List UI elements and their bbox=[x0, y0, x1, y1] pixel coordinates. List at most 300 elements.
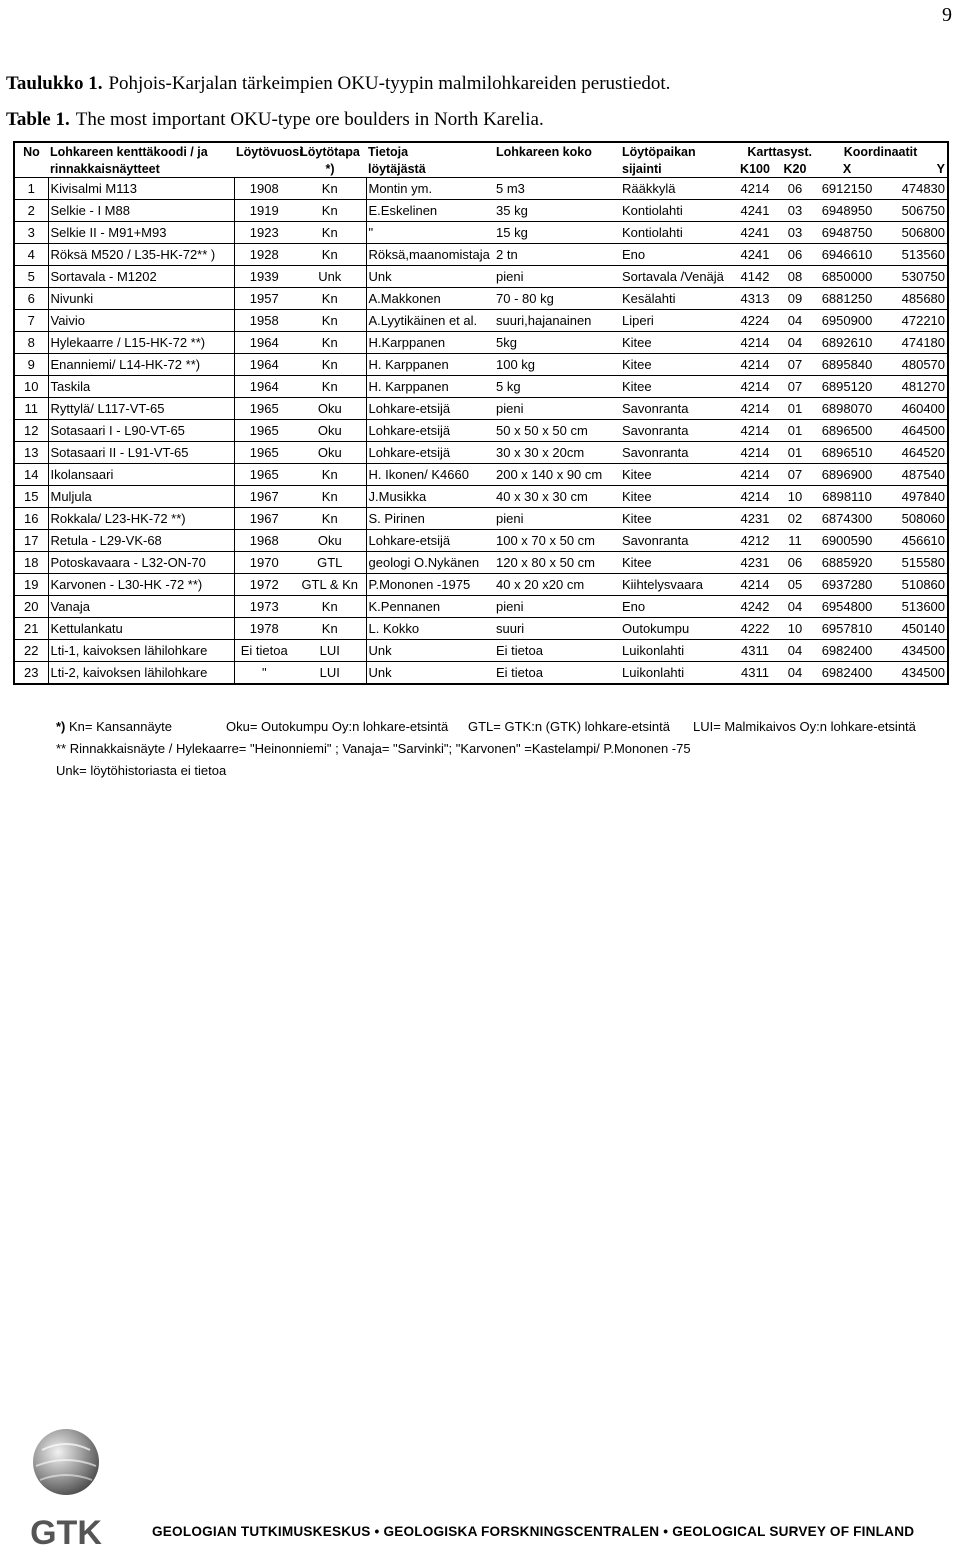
cell-no: 13 bbox=[14, 442, 48, 464]
header-x: X bbox=[814, 160, 880, 178]
cell-size: 50 x 50 x 50 cm bbox=[494, 420, 620, 442]
cell-no: 4 bbox=[14, 244, 48, 266]
cell-k100: 4241 bbox=[734, 200, 776, 222]
cell-location: Savonranta bbox=[620, 420, 734, 442]
cell-y: 472210 bbox=[880, 310, 948, 332]
cell-no: 16 bbox=[14, 508, 48, 530]
cell-y: 460400 bbox=[880, 398, 948, 420]
cell-k20: 01 bbox=[776, 398, 814, 420]
cell-finder: E.Eskelinen bbox=[366, 200, 494, 222]
cell-finder: Montin ym. bbox=[366, 178, 494, 200]
cell-location: Savonranta bbox=[620, 530, 734, 552]
cell-code: Muljula bbox=[48, 486, 234, 508]
cell-size: 5 m3 bbox=[494, 178, 620, 200]
cell-x: 6895840 bbox=[814, 354, 880, 376]
cell-finder: geologi O.Nykänen bbox=[366, 552, 494, 574]
cell-k100: 4214 bbox=[734, 178, 776, 200]
cell-no: 8 bbox=[14, 332, 48, 354]
cell-year: 1973 bbox=[234, 596, 294, 618]
cell-k100: 4212 bbox=[734, 530, 776, 552]
cell-y: 515580 bbox=[880, 552, 948, 574]
caption-english bbox=[6, 102, 670, 138]
header-code: Lohkareen kenttäkoodi / ja bbox=[50, 144, 208, 159]
cell-code: Sotasaari II - L91-VT-65 bbox=[48, 442, 234, 464]
cell-k20: 03 bbox=[776, 200, 814, 222]
cell-y: 497840 bbox=[880, 486, 948, 508]
cell-code: Retula - L29-VK-68 bbox=[48, 530, 234, 552]
cell-k20: 09 bbox=[776, 288, 814, 310]
table-row bbox=[14, 640, 948, 662]
cell-location: Savonranta bbox=[620, 398, 734, 420]
cell-type: Kn bbox=[294, 618, 366, 640]
cell-location: Kontiolahti bbox=[620, 222, 734, 244]
cell-code: Ryttylä/ L117-VT-65 bbox=[48, 398, 234, 420]
cell-no: 5 bbox=[14, 266, 48, 288]
cell-type: Kn bbox=[294, 596, 366, 618]
cell-year: 1965 bbox=[234, 442, 294, 464]
cell-size: 100 kg bbox=[494, 354, 620, 376]
cell-code: Nivunki bbox=[48, 288, 234, 310]
cell-y: 456610 bbox=[880, 530, 948, 552]
footnote-line-3: Unk= löytöhistoriasta ei tietoa bbox=[56, 763, 227, 778]
table-row bbox=[14, 266, 948, 288]
header-k20: K20 bbox=[776, 160, 814, 178]
cell-type: Kn bbox=[294, 486, 366, 508]
cell-size: pieni bbox=[494, 508, 620, 530]
cell-size: 35 kg bbox=[494, 200, 620, 222]
cell-location: Luikonlahti bbox=[620, 640, 734, 662]
caption-label: Taulukko 1. bbox=[6, 73, 103, 94]
gtk-logo bbox=[22, 1420, 112, 1550]
cell-y: 480570 bbox=[880, 354, 948, 376]
cell-y: 506750 bbox=[880, 200, 948, 222]
cell-no: 22 bbox=[14, 640, 48, 662]
cell-no: 15 bbox=[14, 486, 48, 508]
cell-size: Ei tietoa bbox=[494, 662, 620, 685]
boulder-table-container bbox=[13, 141, 947, 685]
cell-y: 513560 bbox=[880, 244, 948, 266]
header-no: No bbox=[23, 144, 40, 159]
header-coordinates: Koordinaatit bbox=[843, 144, 918, 159]
cell-code: Vaivio bbox=[48, 310, 234, 332]
cell-year: 1972 bbox=[234, 574, 294, 596]
footnote-lui: LUI= Malmikaivos Oy:n lohkare-etsintä bbox=[693, 719, 916, 734]
cell-y: 508060 bbox=[880, 508, 948, 530]
cell-finder: Lohkare-etsijä bbox=[366, 420, 494, 442]
cell-finder: P.Mononen -1975 bbox=[366, 574, 494, 596]
cell-k100: 4231 bbox=[734, 552, 776, 574]
header-type: Löytötapa bbox=[300, 144, 360, 159]
cell-k100: 4214 bbox=[734, 332, 776, 354]
cell-x: 6896510 bbox=[814, 442, 880, 464]
cell-k20: 01 bbox=[776, 442, 814, 464]
header-finder-sub: löytäjästä bbox=[366, 160, 494, 178]
cell-finder: Lohkare-etsijä bbox=[366, 398, 494, 420]
cell-size: 100 x 70 x 50 cm bbox=[494, 530, 620, 552]
cell-no: 2 bbox=[14, 200, 48, 222]
cell-k20: 07 bbox=[776, 464, 814, 486]
table-row bbox=[14, 332, 948, 354]
table-row bbox=[14, 354, 948, 376]
table-row bbox=[14, 464, 948, 486]
header-location: Löytöpaikan bbox=[622, 144, 696, 159]
cell-x: 6885920 bbox=[814, 552, 880, 574]
cell-k100: 4231 bbox=[734, 508, 776, 530]
footnote-mark: *) bbox=[56, 719, 66, 734]
globe-icon bbox=[33, 1429, 99, 1495]
cell-type: Kn bbox=[294, 310, 366, 332]
cell-x: 6950900 bbox=[814, 310, 880, 332]
cell-k20: 06 bbox=[776, 178, 814, 200]
cell-year: 1967 bbox=[234, 508, 294, 530]
cell-y: 474180 bbox=[880, 332, 948, 354]
table-row bbox=[14, 442, 948, 464]
cell-size: pieni bbox=[494, 266, 620, 288]
cell-y: 513600 bbox=[880, 596, 948, 618]
cell-y: 464500 bbox=[880, 420, 948, 442]
cell-finder: Unk bbox=[366, 266, 494, 288]
cell-finder: Lohkare-etsijä bbox=[366, 530, 494, 552]
cell-y: 487540 bbox=[880, 464, 948, 486]
cell-code: Kivisalmi M113 bbox=[48, 178, 234, 200]
cell-year: 1965 bbox=[234, 398, 294, 420]
caption-text: Pohjois-Karjalan tärkeimpien OKU-tyypin malmilohkareiden perustiedot. bbox=[108, 73, 671, 94]
cell-type: Kn bbox=[294, 222, 366, 244]
cell-code: Selkie II - M91+M93 bbox=[48, 222, 234, 244]
cell-year: 1957 bbox=[234, 288, 294, 310]
cell-type: LUI bbox=[294, 662, 366, 685]
cell-year: 1908 bbox=[234, 178, 294, 200]
table-row bbox=[14, 508, 948, 530]
header-finder: Tietoja bbox=[368, 144, 409, 159]
cell-code: Taskila bbox=[48, 376, 234, 398]
cell-finder: H.Karppanen bbox=[366, 332, 494, 354]
cell-finder: A.Makkonen bbox=[366, 288, 494, 310]
cell-k20: 05 bbox=[776, 574, 814, 596]
cell-y: 434500 bbox=[880, 640, 948, 662]
cell-x: 6881250 bbox=[814, 288, 880, 310]
cell-size: 15 kg bbox=[494, 222, 620, 244]
cell-location: Savonranta bbox=[620, 442, 734, 464]
cell-size: 120 x 80 x 50 cm bbox=[494, 552, 620, 574]
cell-k100: 4214 bbox=[734, 376, 776, 398]
cell-type: Kn bbox=[294, 288, 366, 310]
cell-year: 1958 bbox=[234, 310, 294, 332]
footnote-oku: Oku= Outokumpu Oy:n lohkare-etsintä bbox=[226, 719, 449, 734]
caption-text: The most important OKU-type ore boulders in North Karelia. bbox=[75, 109, 544, 130]
cell-type: Oku bbox=[294, 420, 366, 442]
cell-location: Kontiolahti bbox=[620, 200, 734, 222]
cell-code: Lti-2, kaivoksen lähilohkare bbox=[48, 662, 234, 685]
cell-x: 6895120 bbox=[814, 376, 880, 398]
cell-k20: 04 bbox=[776, 332, 814, 354]
cell-x: 6850000 bbox=[814, 266, 880, 288]
caption-finnish bbox=[6, 66, 670, 102]
cell-k20: 02 bbox=[776, 508, 814, 530]
cell-x: 6982400 bbox=[814, 640, 880, 662]
cell-year: 1919 bbox=[234, 200, 294, 222]
cell-year: 1965 bbox=[234, 464, 294, 486]
cell-k20: 11 bbox=[776, 530, 814, 552]
cell-code: Lti-1, kaivoksen lähilohkare bbox=[48, 640, 234, 662]
cell-x: 6896900 bbox=[814, 464, 880, 486]
header-location-sub: sijainti bbox=[620, 160, 734, 178]
cell-code: Ikolansaari bbox=[48, 464, 234, 486]
cell-type: Kn bbox=[294, 200, 366, 222]
table-row bbox=[14, 310, 948, 332]
cell-no: 20 bbox=[14, 596, 48, 618]
cell-k20: 04 bbox=[776, 640, 814, 662]
cell-year: 1967 bbox=[234, 486, 294, 508]
cell-finder: Röksä,maanomistaja bbox=[366, 244, 494, 266]
cell-year: 1970 bbox=[234, 552, 294, 574]
cell-x: 6898070 bbox=[814, 398, 880, 420]
cell-k100: 4214 bbox=[734, 464, 776, 486]
cell-k20: 04 bbox=[776, 310, 814, 332]
cell-y: 485680 bbox=[880, 288, 948, 310]
table-row bbox=[14, 222, 948, 244]
cell-k100: 4224 bbox=[734, 310, 776, 332]
cell-k100: 4214 bbox=[734, 420, 776, 442]
cell-k100: 4313 bbox=[734, 288, 776, 310]
cell-size: pieni bbox=[494, 596, 620, 618]
cell-location: Kesälahti bbox=[620, 288, 734, 310]
cell-size: 70 - 80 kg bbox=[494, 288, 620, 310]
logo-text: GTK bbox=[30, 1514, 102, 1550]
cell-code: Sortavala - M1202 bbox=[48, 266, 234, 288]
cell-no: 17 bbox=[14, 530, 48, 552]
cell-no: 3 bbox=[14, 222, 48, 244]
cell-type: Kn bbox=[294, 464, 366, 486]
footnotes bbox=[56, 716, 916, 782]
cell-k100: 4214 bbox=[734, 442, 776, 464]
cell-k20: 07 bbox=[776, 354, 814, 376]
cell-no: 10 bbox=[14, 376, 48, 398]
cell-k20: 04 bbox=[776, 596, 814, 618]
cell-year: 1964 bbox=[234, 376, 294, 398]
table-caption bbox=[6, 66, 670, 138]
cell-y: 481270 bbox=[880, 376, 948, 398]
cell-size: 40 x 20 x20 cm bbox=[494, 574, 620, 596]
cell-type: Oku bbox=[294, 398, 366, 420]
footnote-kn: Kn= Kansannäyte bbox=[69, 719, 173, 734]
cell-k100: 4214 bbox=[734, 398, 776, 420]
cell-location: Eno bbox=[620, 596, 734, 618]
cell-location: Sortavala /Venäjä bbox=[620, 266, 734, 288]
table-row bbox=[14, 618, 948, 640]
cell-finder: L. Kokko bbox=[366, 618, 494, 640]
header-code-sub: rinnakkaisnäytteet bbox=[48, 160, 234, 178]
cell-type: GTL bbox=[294, 552, 366, 574]
cell-finder: " bbox=[366, 222, 494, 244]
cell-location: Kitee bbox=[620, 508, 734, 530]
cell-size: 5kg bbox=[494, 332, 620, 354]
table-row bbox=[14, 420, 948, 442]
cell-finder: K.Pennanen bbox=[366, 596, 494, 618]
cell-type: Kn bbox=[294, 508, 366, 530]
footnote-line-2: ** Rinnakkaisnäyte / Hylekaarre= "Heinonniemi" ; Vanaja= "Sarvinki"; "Karvonen" =Kastelampi/ P.Mononen -75 bbox=[56, 741, 691, 756]
cell-location: Outokumpu bbox=[620, 618, 734, 640]
cell-code: Enanniemi/ L14-HK-72 **) bbox=[48, 354, 234, 376]
organization-line: GEOLOGIAN TUTKIMUSKESKUS • GEOLOGISKA FORSKNINGSCENTRALEN • GEOLOGICAL SURVEY OF FINLAND bbox=[152, 1524, 915, 1539]
cell-k100: 4214 bbox=[734, 486, 776, 508]
header-size: Lohkareen koko bbox=[496, 144, 592, 159]
cell-finder: A.Lyytikäinen et al. bbox=[366, 310, 494, 332]
cell-x: 6874300 bbox=[814, 508, 880, 530]
cell-y: 434500 bbox=[880, 662, 948, 685]
cell-k20: 08 bbox=[776, 266, 814, 288]
cell-year: 1964 bbox=[234, 354, 294, 376]
cell-k20: 06 bbox=[776, 552, 814, 574]
cell-code: Hylekaarre / L15-HK-72 **) bbox=[48, 332, 234, 354]
cell-year: 1928 bbox=[234, 244, 294, 266]
cell-year: 1964 bbox=[234, 332, 294, 354]
cell-x: 6948750 bbox=[814, 222, 880, 244]
cell-k100: 4241 bbox=[734, 222, 776, 244]
cell-x: 6900590 bbox=[814, 530, 880, 552]
cell-x: 6954800 bbox=[814, 596, 880, 618]
cell-k100: 4242 bbox=[734, 596, 776, 618]
footnote-gtl: GTL= GTK:n (GTK) lohkare-etsintä bbox=[468, 719, 670, 734]
cell-x: 6896500 bbox=[814, 420, 880, 442]
cell-size: Ei tietoa bbox=[494, 640, 620, 662]
cell-code: Vanaja bbox=[48, 596, 234, 618]
cell-x: 6937280 bbox=[814, 574, 880, 596]
cell-year: Ei tietoa bbox=[234, 640, 294, 662]
table-row bbox=[14, 530, 948, 552]
cell-type: Kn bbox=[294, 376, 366, 398]
cell-finder: S. Pirinen bbox=[366, 508, 494, 530]
cell-finder: Unk bbox=[366, 662, 494, 685]
table-row bbox=[14, 662, 948, 685]
cell-location: Kitee bbox=[620, 332, 734, 354]
cell-no: 7 bbox=[14, 310, 48, 332]
cell-finder: H. Karppanen bbox=[366, 376, 494, 398]
cell-year: 1939 bbox=[234, 266, 294, 288]
caption-label: Table 1. bbox=[6, 109, 70, 130]
cell-no: 21 bbox=[14, 618, 48, 640]
cell-k100: 4214 bbox=[734, 354, 776, 376]
cell-location: Kitee bbox=[620, 486, 734, 508]
cell-k20: 10 bbox=[776, 486, 814, 508]
header-map-system: Karttasyst. bbox=[747, 144, 812, 159]
cell-location: Kiihtelysvaara bbox=[620, 574, 734, 596]
page-number: 9 bbox=[942, 4, 952, 26]
cell-k100: 4142 bbox=[734, 266, 776, 288]
cell-location: Rääkkylä bbox=[620, 178, 734, 200]
cell-no: 19 bbox=[14, 574, 48, 596]
cell-type: Kn bbox=[294, 332, 366, 354]
cell-size: 5 kg bbox=[494, 376, 620, 398]
cell-code: Röksä M520 / L35-HK-72** ) bbox=[48, 244, 234, 266]
cell-k100: 4311 bbox=[734, 640, 776, 662]
cell-size: pieni bbox=[494, 398, 620, 420]
table-row bbox=[14, 178, 948, 200]
cell-k20: 01 bbox=[776, 420, 814, 442]
cell-x: 6898110 bbox=[814, 486, 880, 508]
cell-code: Potoskavaara - L32-ON-70 bbox=[48, 552, 234, 574]
cell-x: 6912150 bbox=[814, 178, 880, 200]
cell-type: Kn bbox=[294, 178, 366, 200]
cell-no: 12 bbox=[14, 420, 48, 442]
cell-no: 6 bbox=[14, 288, 48, 310]
cell-type: Oku bbox=[294, 442, 366, 464]
footnote-line-1 bbox=[56, 716, 916, 738]
header-k100: K100 bbox=[734, 160, 776, 178]
cell-type: GTL & Kn bbox=[294, 574, 366, 596]
cell-year: " bbox=[234, 662, 294, 685]
table-header bbox=[14, 142, 948, 178]
table-row bbox=[14, 398, 948, 420]
cell-type: Kn bbox=[294, 244, 366, 266]
cell-code: Sotasaari I - L90-VT-65 bbox=[48, 420, 234, 442]
table-body bbox=[14, 178, 948, 685]
cell-finder: H. Karppanen bbox=[366, 354, 494, 376]
cell-size: 200 x 140 x 90 cm bbox=[494, 464, 620, 486]
cell-y: 464520 bbox=[880, 442, 948, 464]
cell-type: Kn bbox=[294, 354, 366, 376]
cell-year: 1968 bbox=[234, 530, 294, 552]
cell-x: 6982400 bbox=[814, 662, 880, 685]
cell-x: 6946610 bbox=[814, 244, 880, 266]
boulder-table bbox=[13, 141, 949, 685]
cell-code: Rokkala/ L23-HK-72 **) bbox=[48, 508, 234, 530]
table-row bbox=[14, 244, 948, 266]
cell-code: Karvonen - L30-HK -72 **) bbox=[48, 574, 234, 596]
cell-location: Kitee bbox=[620, 464, 734, 486]
cell-year: 1978 bbox=[234, 618, 294, 640]
cell-location: Kitee bbox=[620, 376, 734, 398]
cell-k20: 10 bbox=[776, 618, 814, 640]
cell-no: 18 bbox=[14, 552, 48, 574]
cell-finder: H. Ikonen/ K4660 bbox=[366, 464, 494, 486]
cell-finder: J.Musikka bbox=[366, 486, 494, 508]
cell-year: 1965 bbox=[234, 420, 294, 442]
cell-y: 450140 bbox=[880, 618, 948, 640]
table-row bbox=[14, 574, 948, 596]
cell-y: 510860 bbox=[880, 574, 948, 596]
cell-type: Oku bbox=[294, 530, 366, 552]
cell-type: LUI bbox=[294, 640, 366, 662]
cell-location: Luikonlahti bbox=[620, 662, 734, 685]
cell-x: 6948950 bbox=[814, 200, 880, 222]
cell-no: 14 bbox=[14, 464, 48, 486]
cell-k100: 4311 bbox=[734, 662, 776, 685]
cell-location: Kitee bbox=[620, 354, 734, 376]
cell-size: 40 x 30 x 30 cm bbox=[494, 486, 620, 508]
cell-no: 23 bbox=[14, 662, 48, 685]
cell-k20: 04 bbox=[776, 662, 814, 685]
cell-no: 1 bbox=[14, 178, 48, 200]
cell-no: 9 bbox=[14, 354, 48, 376]
cell-no: 11 bbox=[14, 398, 48, 420]
cell-k100: 4214 bbox=[734, 574, 776, 596]
cell-x: 6892610 bbox=[814, 332, 880, 354]
cell-k20: 03 bbox=[776, 222, 814, 244]
table-row bbox=[14, 552, 948, 574]
cell-k20: 06 bbox=[776, 244, 814, 266]
cell-type: Unk bbox=[294, 266, 366, 288]
cell-y: 474830 bbox=[880, 178, 948, 200]
cell-location: Eno bbox=[620, 244, 734, 266]
cell-k100: 4222 bbox=[734, 618, 776, 640]
table-row bbox=[14, 288, 948, 310]
cell-y: 506800 bbox=[880, 222, 948, 244]
table-row bbox=[14, 596, 948, 618]
cell-size: suuri bbox=[494, 618, 620, 640]
cell-k20: 07 bbox=[776, 376, 814, 398]
cell-size: suuri,hajanainen bbox=[494, 310, 620, 332]
